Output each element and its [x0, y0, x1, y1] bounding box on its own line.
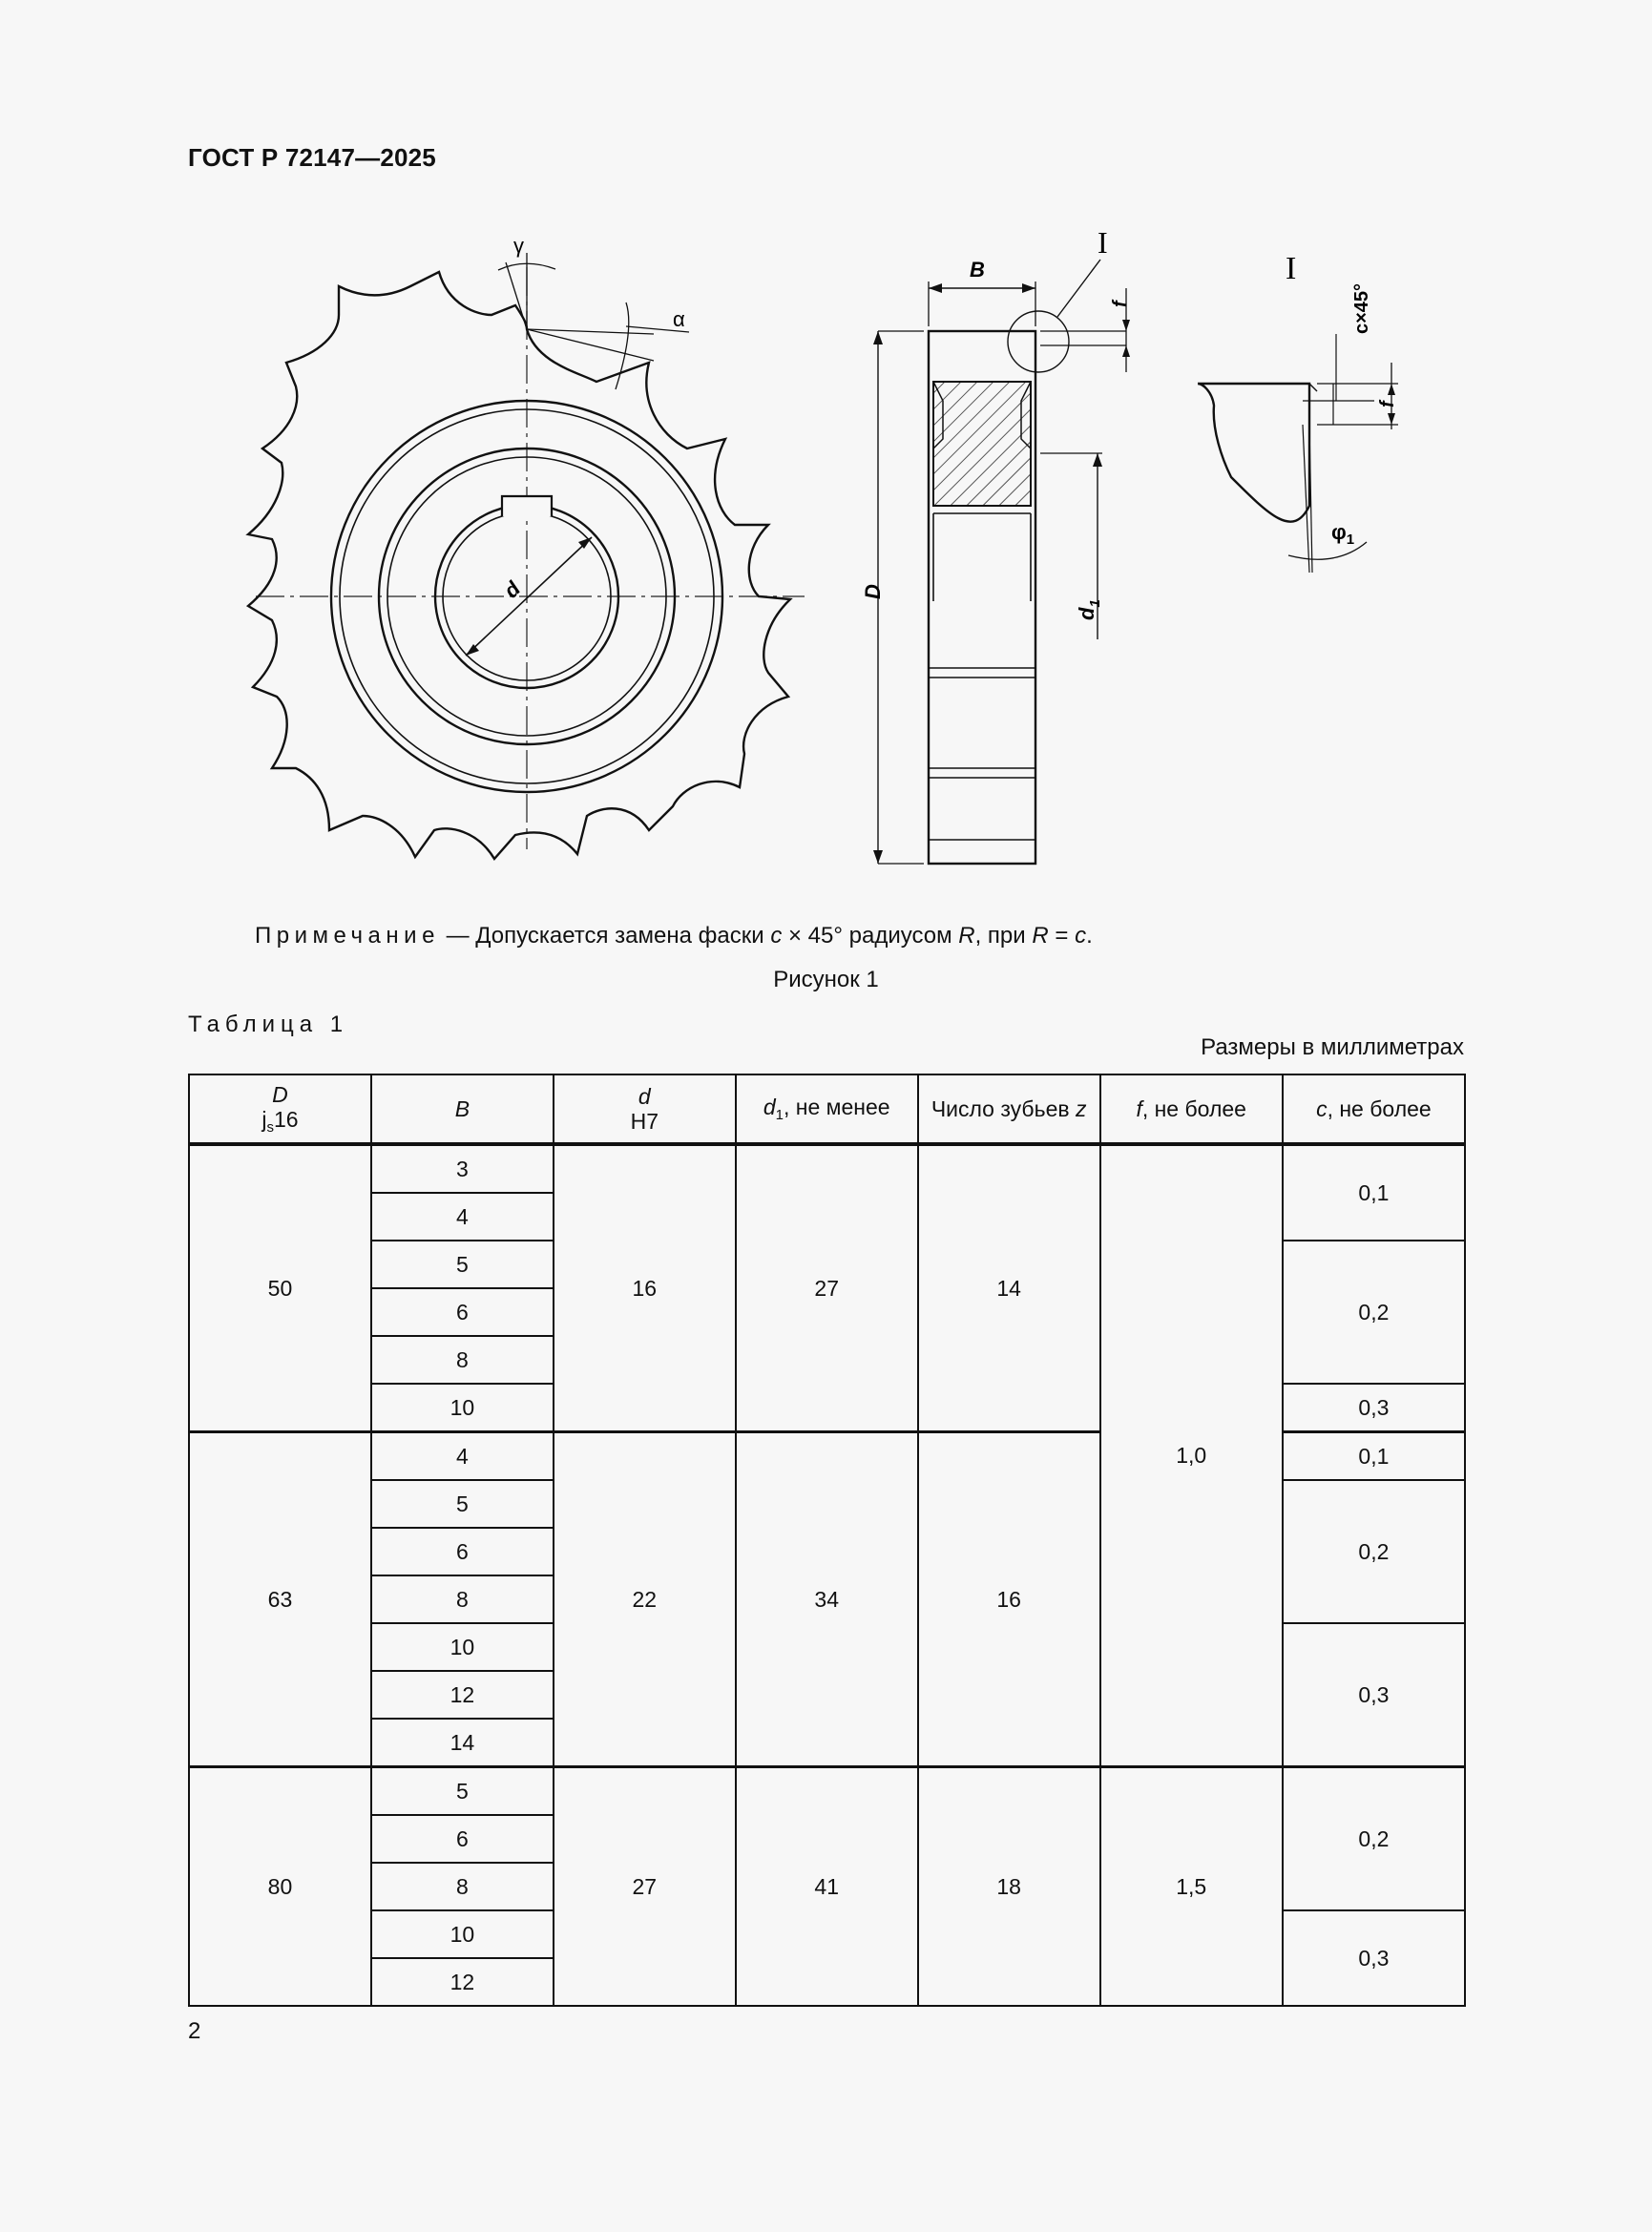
- cell-B: 10: [371, 1384, 554, 1432]
- cell-D: 63: [189, 1432, 371, 1767]
- cell-B: 5: [371, 1767, 554, 1816]
- cell-c: 0,3: [1283, 1384, 1465, 1432]
- dim-f-label: f: [1110, 301, 1131, 307]
- cell-B: 14: [371, 1719, 554, 1767]
- angle-alpha-label: α: [673, 307, 685, 331]
- cell-B: 5: [371, 1241, 554, 1288]
- cell-B: 8: [371, 1336, 554, 1384]
- cell-c: 0,3: [1283, 1623, 1465, 1767]
- cell-B: 10: [371, 1910, 554, 1958]
- header-d1: $d_1$, не менее: [736, 1074, 918, 1144]
- cell-z: 14: [918, 1144, 1100, 1432]
- cell-d1: 27: [736, 1144, 918, 1432]
- header-B: B: [371, 1074, 554, 1144]
- table-row: [189, 1767, 1465, 1816]
- dim-d1-label: $d_1$: [1075, 599, 1103, 620]
- cell-f: 1,0: [1100, 1144, 1283, 1767]
- cell-B: 12: [371, 1958, 554, 2006]
- cell-B: 6: [371, 1815, 554, 1863]
- dim-B-label: B: [970, 258, 985, 282]
- cell-d1: 34: [736, 1432, 918, 1767]
- cell-B: 5: [371, 1480, 554, 1528]
- angle-phi1-label: $\varphi_1$: [1331, 520, 1355, 548]
- cell-c: 0,2: [1283, 1241, 1465, 1384]
- dimensions-table: [188, 1074, 1466, 2007]
- figure-caption: Рисунок 1: [773, 967, 879, 992]
- header-D: D $j_s16$: [189, 1074, 371, 1144]
- dim-D-label: D: [861, 584, 885, 599]
- cell-f: 1,5: [1100, 1767, 1283, 2007]
- cell-z: 18: [918, 1767, 1100, 2007]
- cell-B: 8: [371, 1863, 554, 1910]
- table-header-row: [189, 1074, 1465, 1144]
- header-teeth-count: Число зубьев z: [918, 1074, 1100, 1144]
- cell-z: 16: [918, 1432, 1100, 1767]
- table-units: Размеры в миллиметрах: [1201, 1034, 1464, 1060]
- detail-I-marker: I: [1098, 225, 1108, 260]
- detail-dim-f-label: f: [1377, 401, 1398, 407]
- cell-c: 0,1: [1283, 1432, 1465, 1481]
- chamfer-label: c×45°: [1351, 282, 1372, 334]
- cutter-teeth-outline: [248, 272, 790, 859]
- cell-B: 4: [371, 1193, 554, 1241]
- cell-B: 3: [371, 1144, 554, 1193]
- dim-d-label: d: [498, 576, 526, 603]
- cell-c: 0,1: [1283, 1144, 1465, 1241]
- cell-B: 6: [371, 1528, 554, 1575]
- cell-B: 8: [371, 1575, 554, 1623]
- cell-D: 50: [189, 1144, 371, 1432]
- cell-B: 4: [371, 1432, 554, 1481]
- figure-note: Примечание — Допускается замена фаски c × 45° радиусом R, при R = c.: [255, 923, 1093, 949]
- header-f: f, не более: [1100, 1074, 1283, 1144]
- cell-D: 80: [189, 1767, 371, 2007]
- cell-d1: 41: [736, 1767, 918, 2007]
- document-header: ГОСТ Р 72147—2025: [188, 143, 436, 172]
- cell-d: 16: [554, 1144, 736, 1432]
- cell-B: 6: [371, 1288, 554, 1336]
- cell-c: 0,2: [1283, 1767, 1465, 1911]
- cell-d: 27: [554, 1767, 736, 2007]
- cell-B: 10: [371, 1623, 554, 1671]
- cutter-drawing: [248, 219, 1398, 887]
- cell-B: 12: [371, 1671, 554, 1719]
- page-number: 2: [188, 2018, 201, 2044]
- cell-c: 0,2: [1283, 1480, 1465, 1623]
- header-d: d H7: [554, 1074, 736, 1144]
- table-label: Таблица 1: [188, 1012, 349, 1037]
- cell-c: 0,3: [1283, 1910, 1465, 2006]
- angle-gamma-label: γ: [513, 234, 524, 258]
- cutter-side-view: [929, 331, 1035, 864]
- detail-view-I-title: I: [1286, 251, 1297, 286]
- cell-d: 22: [554, 1432, 736, 1767]
- table-row: [189, 1144, 1465, 1193]
- header-c: c, не более: [1283, 1074, 1465, 1144]
